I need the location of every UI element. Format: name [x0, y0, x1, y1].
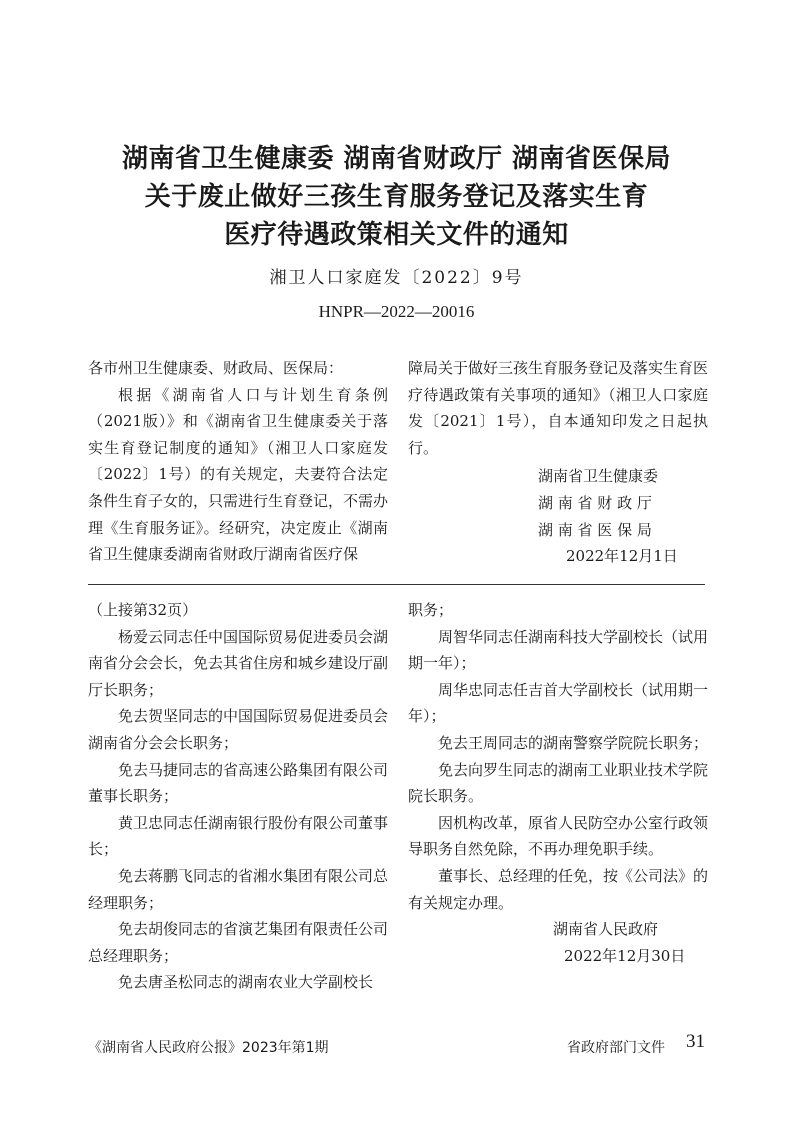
hnpr-number: HNPR—2022—20016 [318, 302, 475, 321]
notice-right-column [408, 355, 708, 570]
notice-title [0, 140, 793, 254]
publication-name: 《湖南省人民政府公报》2023年第1期 [88, 1040, 329, 1056]
appointment-paragraph: 周华忠同志任吉首大学副校长（试用期一年）； [408, 680, 709, 726]
appointments-left-column [88, 597, 388, 996]
notice-title-line-3: 医疗待遇政策相关文件的通知 [224, 220, 569, 250]
appointment-paragraph: 杨爱云同志任中国国际贸易促进委员会湖南省分会会长，免去其省住房和城乡建设厅副厅长职务； [88, 627, 389, 699]
appointment-paragraph: 周智华同志任湖南科技大学副校长（试用期一年）； [408, 627, 709, 673]
appointment-paragraph: 免去唐圣松同志的湖南农业大学副校长 [118, 973, 374, 992]
notice-left-column [88, 355, 388, 568]
appointment-paragraph: 免去王周同志的湖南警察学院院长职务； [438, 733, 709, 752]
notice-title-line-2: 关于废止做好三孩生育服务登记及落实生育 [144, 182, 649, 212]
appointment-paragraph: 免去向罗生同志的湖南工业职业技术学院院长职务。 [408, 760, 709, 806]
document-number: 湘卫人口家庭发〔2022〕9号 [269, 268, 524, 288]
appointments-right-column [408, 597, 708, 969]
continued-note: （上接第32页） [88, 601, 198, 619]
section-name: 省政府部门文件 [567, 1040, 665, 1056]
signature-health-commission: 湖南省卫生健康委 [538, 467, 659, 486]
appointment-paragraph: 免去蒋鹏飞同志的省湘水集团有限公司总经理职务； [88, 866, 389, 912]
notice-salutation: 各市州卫生健康委、财政局、医保局： [88, 359, 344, 377]
notice-date: 2022年12月1日 [566, 547, 678, 566]
page-number: 31 [686, 1031, 705, 1052]
notice-title-line-1: 湖南省卫生健康委 湖南省财政厅 湖南省医保局 [121, 144, 672, 174]
appointments-date: 2022年12月30日 [564, 946, 686, 965]
notice-signature-block [408, 463, 708, 569]
signature-medical-insurance-bureau: 湖 南 省 医 保 局 [538, 520, 652, 539]
appointments-signature: 湖南省人民政府 [553, 920, 659, 939]
appointment-continued-text: 职务； [408, 601, 454, 619]
appointment-paragraph: 董事长、总经理的任免，按《公司法》的有关规定办理。 [408, 866, 709, 912]
appointment-paragraph: 因机构改革，原省人民防空办公室行政领导职务自然免除，不再办理免职手续。 [408, 813, 709, 859]
notice-body-paragraph: 根据《湖南省人口与计划生育条例（2021版）》和《湖南省卫生健康委关于落实生育登记制度的通知》（湘卫人口家庭发〔2022〕1号）的有关规定，夫妻符合法定条件生育子女的，只需进行生育登记，不需办理《生育服务证》。经研究，决定废止《湖南省卫生健康委湖南省财政厅湖南省医疗保 [88, 385, 389, 564]
notice-body-continued: 障局关于做好三孩生育服务登记及落实生育医疗待遇政策有关事项的通知》（湘卫人口家庭发〔2021〕1号），自本通知印发之日起执行。 [408, 359, 709, 457]
appointment-paragraph: 黄卫忠同志任湖南银行股份有限公司董事长； [88, 813, 389, 859]
appointment-paragraph: 免去贺坚同志的中国国际贸易促进委员会湖南省分会会长职务； [88, 707, 389, 752]
section-divider [88, 584, 705, 585]
signature-finance-department: 湖 南 省 财 政 厅 [538, 493, 652, 512]
appointment-paragraph: 免去马捷同志的省高速公路集团有限公司董事长职务； [88, 760, 389, 806]
appointment-paragraph: 免去胡俊同志的省演艺集团有限责任公司总经理职务； [88, 920, 389, 965]
